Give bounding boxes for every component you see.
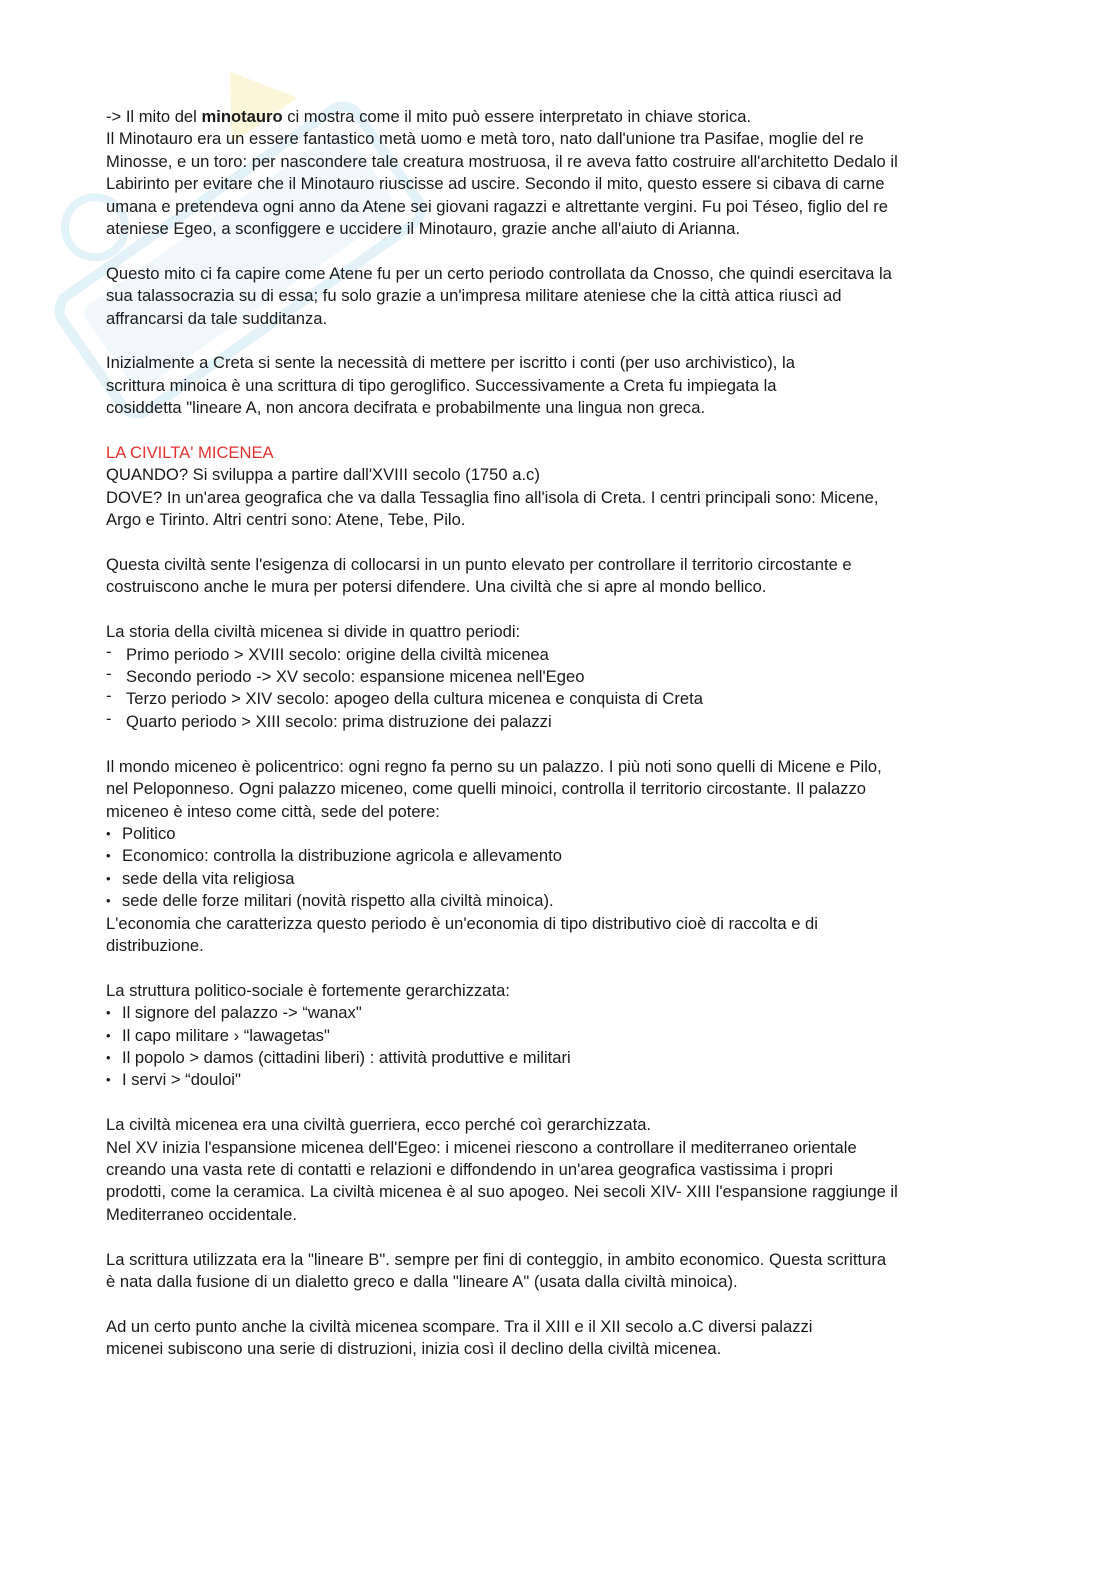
intro-text: -> Il mito del (106, 107, 202, 126)
intro-paragraph (106, 106, 1016, 240)
declino-paragraph (106, 1316, 1016, 1361)
text-line: Labirinto per evitare che il Minotauro riuscisse ad uscire. Secondo il mito, questo essere si cibava di carne (106, 174, 885, 194)
text-line: Questo mito ci fa capire come Atene fu per un certo periodo controllata da Cnosso, che quindi esercitava la (106, 263, 892, 283)
gerarchia-list (106, 1002, 1016, 1092)
section-heading: LA CIVILTA' MICENEA (106, 443, 274, 463)
struttura-section (106, 980, 1016, 1092)
text-line: sua talassocrazia su di essa; fu solo grazie a un'impresa militare ateniese che la città attica riuscì ad (106, 286, 842, 306)
text-line: La civiltà micenea era una civiltà guerriera, ecco perché coì gerarchizzata. (106, 1115, 652, 1135)
text-line: costruiscono anche le mura per potersi difendere. Una civiltà che si apre al mondo bellico. (106, 577, 767, 597)
quando-line: QUANDO? Si sviluppa a partire dall'XVIII secolo (1750 a.c) (106, 465, 540, 485)
espansione-paragraph (106, 1114, 1016, 1226)
periodi-list (106, 644, 1016, 734)
text-line: Ad un certo punto anche la civiltà micenea scompare. Tra il XIII e il XII secolo a.C diversi palazzi (106, 1316, 813, 1336)
text-line: cosiddetta "lineare A, non ancora decifrata e probabilmente una lingua non greca. (106, 398, 706, 418)
text-line: è nata dalla fusione di un dialetto greco e dalla "lineare A" (usata dalla civiltà minoica). (106, 1271, 738, 1291)
text-line: Il Minotauro era un essere fantastico metà uomo e metà toro, nato dall'unione tra Pasifae, moglie del re (106, 129, 864, 149)
text-line: distribuzione. (106, 935, 204, 955)
text-line: Il mondo miceneo è policentrico: ogni regno fa perno su un palazzo. I più noti sono quelli di Micene e Pilo, (106, 756, 882, 776)
text-line: Nel XV inizia l'espansione micenea dell'Egeo: i micenei riescono a controllare il mediterraneo orientale (106, 1137, 857, 1157)
text-line: micenei subiscono una serie di distruzioni, inizia così il declino della civiltà micenea. (106, 1339, 722, 1359)
scrittura-paragraph (106, 352, 1016, 419)
text-line: Inizialmente a Creta si sente la necessità di mettere per iscritto i conti (per uso archivistico), la (106, 353, 795, 373)
cnosso-paragraph (106, 263, 1016, 330)
dove-line: DOVE? In un'area geografica che va dalla Tessaglia fino all'isola di Creta. I centri principali sono: Micene, (106, 487, 879, 507)
periodi-section (106, 621, 1016, 733)
palazzo-section (106, 756, 1016, 958)
list-item: • sede delle forze militari (novità rispetto alla civiltà minoica). (106, 890, 1016, 912)
text-line: ateniese Egeo, a sconfiggere e uccidere il Minotauro, grazie anche all'aiuto di Arianna. (106, 219, 741, 239)
text-line: creando una vasta rete di contatti e relazioni e diffondendo in un'area geografica vastissima i propri (106, 1159, 833, 1179)
list-item: • Il capo militare › “lawagetas" (106, 1025, 1016, 1047)
list-item: - Primo periodo > XVIII secolo: origine della civiltà micenea (106, 644, 1016, 666)
text-line: La scrittura utilizzata era la "lineare B". sempre per fini di conteggio, in ambito economico. Questa scrittura (106, 1249, 887, 1269)
document-body (106, 106, 1016, 1361)
text-line: L'economia che caratterizza questo periodo è un'economia di tipo distributivo cioè di raccolta e di (106, 913, 818, 933)
bold-term: minotauro (201, 107, 283, 126)
list-item: • Politico (106, 823, 1016, 845)
list-item: • I servi > “douloi" (106, 1069, 1016, 1091)
text-line: prodotti, come la ceramica. La civiltà micenea è al suo apogeo. Nei secoli XIV- XIII l'espansione raggiunge il (106, 1182, 898, 1202)
text-line: Questa civiltà sente l'esigenza di collocarsi in un punto elevato per controllare il territorio circostante e (106, 555, 852, 575)
list-item: • Il signore del palazzo -> “wanax" (106, 1002, 1016, 1024)
lineare-b-paragraph (106, 1249, 1016, 1294)
potere-list (106, 823, 1016, 913)
bellico-paragraph (106, 554, 1016, 599)
text-line: scrittura minoica è una scrittura di tipo geroglifico. Successivamente a Creta fu impiegata la (106, 375, 777, 395)
text-line: Mediterraneo occidentale. (106, 1204, 297, 1224)
text-line: umana e pretendeva ogni anno da Atene sei giovani ragazzi e altrettante vergini. Fu poi Téseo, figlio del re (106, 196, 888, 216)
dove-line: Argo e Tirinto. Altri centri sono: Atene, Tebe, Pilo. (106, 510, 466, 530)
list-item: - Terzo periodo > XIV secolo: apogeo della cultura micenea e conquista di Creta (106, 688, 1016, 710)
micenea-section (106, 442, 1016, 532)
text-line: nel Peloponneso. Ogni palazzo miceneo, come quelli minoici, controlla il territorio circostante. Il palazzo (106, 779, 867, 799)
list-intro: La struttura politico-sociale è fortemente gerarchizzata: (106, 980, 510, 1000)
list-item: • Economico: controlla la distribuzione agricola e allevamento (106, 845, 1016, 867)
text-line: Minosse, e un toro: per nascondere tale creatura mostruosa, il re aveva fatto costruire all'architetto Dedalo il (106, 151, 898, 171)
list-intro: La storia della civiltà micenea si divide in quattro periodi: (106, 622, 521, 642)
list-item: • sede della vita religiosa (106, 868, 1016, 890)
list-item: - Quarto periodo > XIII secolo: prima distruzione dei palazzi (106, 711, 1016, 733)
list-item: - Secondo periodo -> XV secolo: espansione micenea nell'Egeo (106, 666, 1016, 688)
intro-text: ci mostra come il mito può essere interpretato in chiave storica. (282, 107, 752, 126)
text-line: miceneo è inteso come città, sede del potere: (106, 801, 440, 821)
list-item: • Il popolo > damos (cittadini liberi) : attività produttive e militari (106, 1047, 1016, 1069)
text-line: affrancarsi da tale sudditanza. (106, 308, 328, 328)
